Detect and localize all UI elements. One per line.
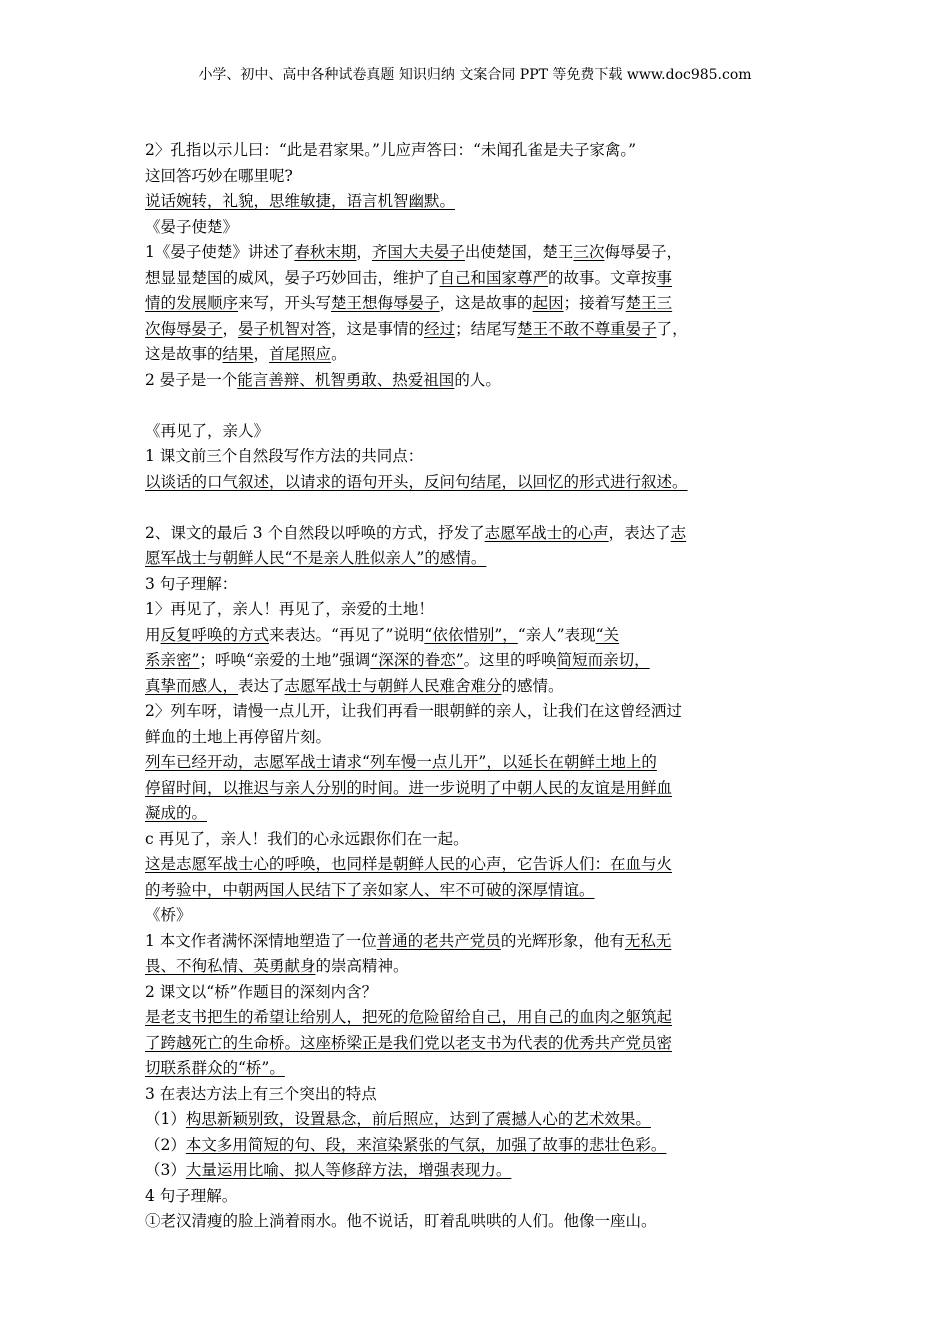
underlined-answer: 首尾照应	[269, 345, 332, 363]
underlined-answer: 停留时间，以推迟与亲人分别的时间。进一步说明了中朝人民的友谊是用鲜血	[145, 778, 673, 797]
underlined-answer: 说话婉转，礼貌，思维敏捷，语言机智幽默。	[145, 192, 456, 210]
text-line	[145, 852, 815, 878]
text-segment: 来写，开头写	[238, 294, 332, 312]
underlined-answer: “依依惜别”，	[424, 625, 518, 644]
underlined-answer: 是老支书把生的希望让给别人，把死的危险留给自己，用自己的血肉之躯筑起	[145, 1008, 673, 1026]
text-line	[145, 317, 815, 343]
text-line	[145, 164, 815, 190]
underlined-answer: 自己和国家尊严	[439, 268, 549, 287]
text-line	[145, 419, 815, 445]
underlined-answer: 普通的老共产党员	[376, 931, 501, 950]
text-line	[145, 1082, 815, 1108]
text-segment: ，表达了	[608, 523, 671, 542]
underlined-answer: 这是志愿军战士心的呼唤，也同样是朝鲜人民的心声，它告诉人们：在血与火	[145, 855, 673, 873]
text-segment: 这回答巧妙在哪里呢?	[145, 166, 293, 185]
text-segment: 《晏子使楚》	[145, 217, 239, 236]
underlined-answer: 无私无	[624, 931, 672, 950]
text-segment: ，这是事情的	[331, 319, 425, 338]
text-line	[145, 368, 815, 394]
underlined-answer: 志	[670, 523, 687, 542]
text-segment: 1 课文前三个自然段写作方法的共同点：	[145, 447, 424, 465]
underlined-answer: 起因	[532, 294, 564, 312]
underlined-answer: 畏、不徇私情、英勇献身	[145, 957, 316, 975]
text-line	[145, 138, 815, 164]
text-segment: ；接着写	[563, 294, 626, 312]
text-line	[145, 903, 815, 929]
text-line	[145, 1005, 815, 1031]
text-segment: 了，	[656, 319, 688, 338]
text-segment: ①老汉清瘦的脸上淌着雨水。他不说话，盯着乱哄哄的人们。他像一座山。	[145, 1212, 657, 1230]
text-line	[145, 240, 815, 266]
text-segment: 2 课文以“桥”作题目的深刻内含？	[145, 982, 378, 1001]
underlined-answer: 齐国大夫晏子	[371, 243, 465, 261]
text-segment: 2、课文的最后 3 个自然段以呼唤的方式，抒发了	[145, 523, 485, 542]
text-line	[145, 342, 815, 368]
text-line	[145, 546, 815, 572]
text-line	[145, 470, 815, 496]
underlined-answer: 简短而亲切，	[556, 651, 650, 669]
text-line	[145, 827, 815, 853]
underlined-answer: 楚王想侮辱晏子	[331, 294, 440, 312]
underlined-answer: 反复呼唤的方式	[160, 625, 270, 644]
document-body	[145, 138, 815, 1235]
text-segment: 2〉孔指以示儿曰：“此是君家果。”儿应声答曰：“未闻孔雀是夫子家禽。”	[145, 141, 637, 159]
text-segment: 2〉列车呀，请慢一点儿开，让我们再看一眼朝鲜的亲人，让我们在这曾经洒过	[145, 702, 682, 720]
text-segment: 这是故事的	[145, 345, 223, 363]
underlined-answer: “关	[595, 625, 620, 644]
text-segment: “亲人”表现	[517, 625, 596, 644]
underlined-answer: 志愿军战士与朝鲜人民难舍难分	[284, 676, 502, 695]
underlined-answer: 以谈话的口气叙述，以请求的语句开头，反问句结尾，以回忆的形式进行叙述。	[145, 472, 688, 491]
underlined-answer: 晏子机智对答	[238, 319, 332, 338]
text-segment: 1 本文作者满怀深情地塑造了一位	[145, 931, 377, 950]
text-segment: ，	[356, 243, 372, 261]
underlined-answer: 的考验中，中朝两国人民结下了亲如家人、牢不可破的深厚情谊。	[145, 880, 595, 899]
text-line	[145, 750, 815, 776]
text-segment: ，	[253, 345, 270, 363]
text-segment: 3 句子理解：	[145, 574, 238, 593]
underlined-answer: 楚王不敢不尊重晏子	[517, 319, 657, 338]
text-line	[145, 954, 815, 980]
text-segment: ；呼唤“亲爱的土地”强调	[199, 651, 371, 669]
text-segment: 表达了	[238, 676, 285, 695]
underlined-answer: 大量运用比喻、拟人等修辞方法，增强表现力。	[185, 1161, 512, 1179]
text-line	[145, 801, 815, 827]
text-segment: 来表达。“再见了”说明	[269, 625, 425, 644]
underlined-answer: 切联系群众的“桥”。	[145, 1059, 285, 1077]
underlined-answer: 春秋末期	[294, 243, 357, 261]
text-line	[145, 572, 815, 598]
text-line	[145, 929, 815, 955]
text-line	[145, 521, 815, 547]
text-segment: 鲜血的土地上再停留片刻。	[145, 727, 332, 746]
text-segment: 。这里的呼唤	[463, 651, 557, 669]
text-line	[145, 878, 815, 904]
text-segment: ；结尾写	[455, 319, 518, 338]
text-line	[145, 648, 815, 674]
underlined-answer: 本文多用简短的句、段，来渲染紧张的气氛，加强了故事的悲壮色彩。	[185, 1135, 667, 1154]
text-segment: 《再见了，亲人》	[145, 421, 270, 440]
blank-line	[145, 495, 815, 521]
text-line	[145, 1209, 815, 1235]
underlined-answer: 构思新颖别致，设置悬念，前后照应，达到了震撼人心的艺术效果。	[185, 1110, 651, 1128]
underlined-answer: 能言善辩、机智勇敢、热爱祖国	[237, 370, 455, 389]
page-header: 小学、初中、高中各种试卷真题 知识归纳 文案合同 PPT 等免费下载 www.doc985.com	[198, 67, 752, 83]
text-segment: 1《晏子使楚》讲述了	[145, 243, 295, 261]
underlined-answer: 情的发展顺序	[145, 294, 239, 312]
text-line	[145, 980, 815, 1006]
text-line	[145, 189, 815, 215]
text-line	[145, 1056, 815, 1082]
text-line	[145, 266, 815, 292]
underlined-answer: 了跨越死亡的生命桥。这座桥梁正是我们党以老支书为代表的优秀共产党员密	[145, 1033, 673, 1052]
text-line	[145, 1184, 815, 1210]
text-segment: 3 在表达方法上有三个突出的特点	[145, 1084, 377, 1103]
text-line	[145, 597, 815, 623]
text-line	[145, 291, 815, 317]
text-segment: 《桥》	[145, 906, 192, 924]
text-segment: 的感情。	[501, 676, 564, 695]
underlined-answer: “深深的眷恋”	[370, 651, 464, 669]
text-segment: 的光辉形象，他有	[500, 931, 625, 950]
text-segment: （2）	[145, 1135, 186, 1154]
text-segment: 用	[145, 625, 161, 644]
text-line	[145, 725, 815, 751]
text-line	[145, 674, 815, 700]
text-line	[145, 1133, 815, 1159]
underlined-answer: 真挚而感人，	[145, 676, 239, 695]
text-segment: ，	[222, 319, 239, 338]
text-segment: （3）	[145, 1161, 186, 1179]
underlined-answer: 三次	[573, 243, 605, 261]
text-segment: 1〉再见了，亲人！再见了，亲爱的土地！	[145, 600, 434, 618]
text-line	[145, 444, 815, 470]
text-line	[145, 215, 815, 241]
text-segment: c 再见了，亲人！我们的心永远跟你们在一起。	[145, 829, 469, 848]
underlined-answer: 次侮辱晏子	[145, 319, 223, 338]
text-segment: （1）	[145, 1110, 186, 1128]
underlined-answer: 列车已经开动，志愿军战士请求“列车慢一点儿开”，以延长在朝鲜土地上的	[145, 753, 657, 771]
underlined-answer: 结果	[222, 345, 254, 363]
underlined-answer: 志愿军战士的心声	[484, 523, 609, 542]
text-line	[145, 776, 815, 802]
text-segment: 想显显楚国的威风，晏子巧妙回击，维护了	[145, 268, 440, 287]
underlined-answer: 愿军战士与朝鲜人民“不是亲人胜似亲人”的感情。	[145, 549, 487, 567]
underlined-answer: 事	[656, 268, 673, 287]
text-segment: 的崇高精神。	[315, 957, 409, 975]
text-segment: 侮辱晏子，	[604, 243, 682, 261]
blank-line	[145, 393, 815, 419]
text-segment: ，这是故事的	[439, 294, 533, 312]
underlined-answer: 凝成的。	[145, 804, 208, 822]
underlined-answer: 楚王三	[625, 294, 673, 312]
text-segment: 2 晏子是一个	[145, 370, 238, 389]
text-segment: 出使楚国，楚王	[464, 243, 574, 261]
text-line	[145, 1158, 815, 1184]
underlined-answer: 系亲密”	[145, 651, 200, 669]
text-line	[145, 623, 815, 649]
text-line	[145, 699, 815, 725]
text-line	[145, 1031, 815, 1057]
text-segment: 。	[331, 345, 347, 363]
text-segment: 的人。	[454, 370, 501, 389]
text-segment: 4 句子理解。	[145, 1186, 238, 1205]
underlined-answer: 经过	[424, 319, 456, 338]
text-line	[145, 1107, 815, 1133]
text-segment: 的故事。文章按	[548, 268, 657, 287]
